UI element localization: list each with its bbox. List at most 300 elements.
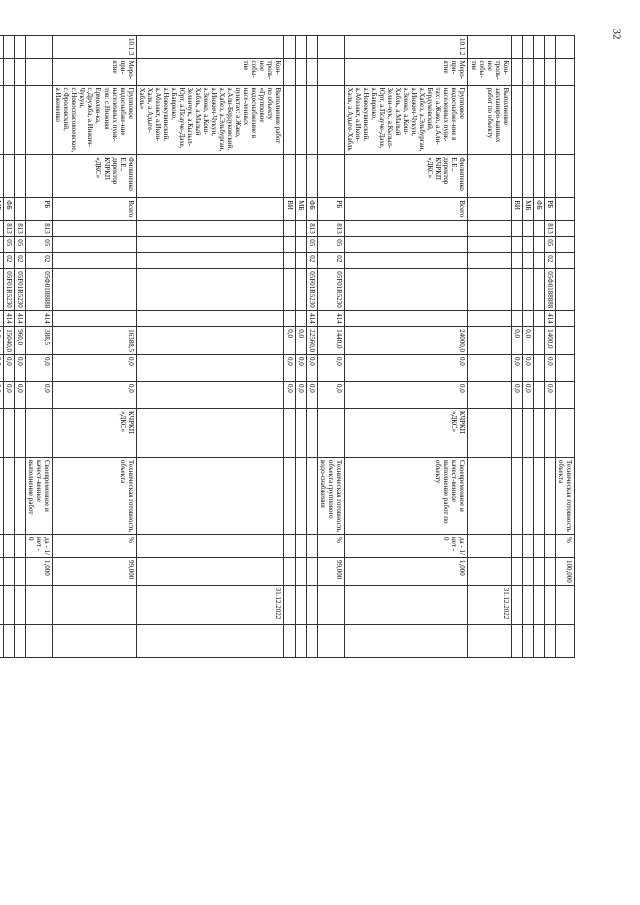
code-csr-cell bbox=[555, 269, 574, 311]
code-pr-cell bbox=[284, 253, 295, 269]
code-csr-cell: 05F01R5230 bbox=[317, 269, 344, 311]
deadline-cell: 31.12.2022 bbox=[136, 585, 284, 624]
row-number-cell bbox=[522, 36, 533, 59]
responsible-cell: Филипенко Е.Е., директор КЧРКП «ДКС» bbox=[344, 155, 468, 198]
amount-2023-cell: 0,0 bbox=[317, 355, 344, 382]
table-row bbox=[533, 36, 544, 658]
blank-col-cell bbox=[284, 624, 295, 657]
event-kind-cell bbox=[555, 58, 574, 85]
blank-col-cell bbox=[555, 624, 574, 657]
activity-name-cell bbox=[0, 85, 3, 155]
executor-cell bbox=[3, 409, 14, 458]
event-kind-cell bbox=[511, 58, 522, 85]
amount-2023-cell bbox=[555, 355, 574, 382]
row-number-cell bbox=[26, 36, 53, 59]
row-number-cell bbox=[15, 36, 26, 59]
table-row bbox=[295, 36, 306, 658]
code-rz-cell: 05 bbox=[15, 237, 26, 253]
code-pr-cell: 02 bbox=[3, 253, 14, 269]
responsible-cell bbox=[306, 155, 317, 198]
code-csr-cell: 05F01R5230 bbox=[15, 269, 26, 311]
row-number-cell bbox=[511, 36, 522, 59]
row-number-cell bbox=[317, 36, 344, 59]
deadline-cell bbox=[53, 585, 136, 624]
event-kind-cell bbox=[284, 58, 295, 85]
amount-2023-cell: 0,0 bbox=[344, 355, 468, 382]
deadline-cell bbox=[511, 585, 522, 624]
blank-col-cell bbox=[317, 624, 344, 657]
code-vr-cell: 414 bbox=[544, 311, 555, 327]
amount-2023-cell: 0,0 bbox=[53, 355, 136, 382]
blank-col-cell bbox=[544, 624, 555, 657]
code-gr-cell: 813 bbox=[306, 221, 317, 237]
row-number-cell bbox=[306, 36, 317, 59]
indicator-cell bbox=[3, 458, 14, 535]
event-kind-cell bbox=[26, 58, 53, 85]
code-rz-cell bbox=[344, 237, 468, 253]
amount-2023-cell: 0,0 bbox=[544, 355, 555, 382]
code-vr-cell bbox=[284, 311, 295, 327]
unit-cell: % bbox=[317, 535, 344, 558]
page-number: 32 bbox=[610, 28, 623, 40]
unit-cell bbox=[511, 535, 522, 558]
code-rz-cell bbox=[136, 237, 284, 253]
event-kind-cell: Меро-при-ятие bbox=[53, 58, 136, 85]
row-number-cell bbox=[468, 36, 511, 59]
blank-col-cell bbox=[0, 624, 3, 657]
code-vr-cell bbox=[533, 311, 544, 327]
responsible-cell bbox=[26, 155, 53, 198]
amount-2022-cell: 15040,0 bbox=[3, 327, 14, 355]
row-number-cell: 10.1.3 bbox=[53, 36, 136, 59]
responsible-cell bbox=[511, 155, 522, 198]
amount-2023-cell: 0,0 bbox=[284, 355, 295, 382]
unit-cell bbox=[15, 535, 26, 558]
code-vr-cell: 414 bbox=[15, 311, 26, 327]
indicator-cell bbox=[533, 458, 544, 535]
code-vr-cell: 414 bbox=[306, 311, 317, 327]
amount-2024-cell: 0,0 bbox=[344, 382, 468, 409]
code-csr-cell bbox=[522, 269, 533, 311]
code-pr-cell bbox=[511, 253, 522, 269]
unit-cell bbox=[468, 535, 511, 558]
amount-2024-cell: 0,0 bbox=[284, 382, 295, 409]
event-kind-cell bbox=[295, 58, 306, 85]
code-pr-cell bbox=[0, 253, 3, 269]
indicator-cell bbox=[136, 458, 284, 535]
code-csr-cell: 05F01R5230 bbox=[306, 269, 317, 311]
amount-2022-cell: 0,0 bbox=[295, 327, 306, 355]
amount-2023-cell: 0,0 bbox=[295, 355, 306, 382]
amount-2023-cell bbox=[136, 355, 284, 382]
funding-source-cell: ФБ bbox=[533, 198, 544, 221]
unit-cell bbox=[136, 535, 284, 558]
executor-cell bbox=[555, 409, 574, 458]
code-gr-cell bbox=[284, 221, 295, 237]
funding-source-cell bbox=[555, 198, 574, 221]
funding-source-cell bbox=[0, 198, 3, 221]
unit-cell bbox=[295, 535, 306, 558]
code-pr-cell bbox=[136, 253, 284, 269]
amount-2024-cell bbox=[555, 382, 574, 409]
responsible-cell bbox=[317, 155, 344, 198]
event-kind-cell bbox=[306, 58, 317, 85]
code-rz-cell: 05 bbox=[306, 237, 317, 253]
blank-col-cell bbox=[15, 624, 26, 657]
code-vr-cell bbox=[295, 311, 306, 327]
code-gr-cell bbox=[295, 221, 306, 237]
responsible-cell bbox=[468, 155, 511, 198]
amount-2022-cell: 960,0 bbox=[15, 327, 26, 355]
deadline-cell bbox=[3, 585, 14, 624]
amount-2022-cell bbox=[0, 327, 3, 355]
indicator-value-cell: 100,000 bbox=[555, 558, 574, 586]
amount-2022-cell: 1400,0 bbox=[544, 327, 555, 355]
indicator-cell: Техническая готовность объекта bbox=[555, 458, 574, 535]
code-rz-cell bbox=[0, 237, 3, 253]
responsible-cell bbox=[136, 155, 284, 198]
indicator-cell bbox=[306, 458, 317, 535]
executor-cell bbox=[26, 409, 53, 458]
indicator-value-cell bbox=[136, 558, 284, 586]
executor-cell bbox=[533, 409, 544, 458]
code-vr-cell: 414 bbox=[3, 311, 14, 327]
table-row bbox=[511, 36, 522, 658]
amount-2022-cell bbox=[136, 327, 284, 355]
indicator-value-cell bbox=[295, 558, 306, 586]
code-rz-cell bbox=[468, 237, 511, 253]
table-row bbox=[136, 36, 284, 658]
amount-2023-cell: 0,0 bbox=[511, 355, 522, 382]
code-gr-cell bbox=[522, 221, 533, 237]
code-gr-cell bbox=[53, 221, 136, 237]
indicator-cell bbox=[284, 458, 295, 535]
responsible-cell bbox=[555, 155, 574, 198]
executor-cell bbox=[522, 409, 533, 458]
activity-name-cell bbox=[306, 85, 317, 155]
indicator-value-cell bbox=[544, 558, 555, 586]
deadline-cell bbox=[295, 585, 306, 624]
activity-name-cell bbox=[533, 85, 544, 155]
amount-2023-cell: 0,0 bbox=[522, 355, 533, 382]
blank-col-cell bbox=[3, 624, 14, 657]
table-row bbox=[555, 36, 574, 658]
amount-2022-cell: 0,0 bbox=[284, 327, 295, 355]
indicator-value-cell bbox=[522, 558, 533, 586]
executor-cell bbox=[317, 409, 344, 458]
code-vr-cell bbox=[53, 311, 136, 327]
unit-cell: да - 1/ нет - 0 bbox=[26, 535, 53, 558]
responsible-cell: Филипенко Е.Е., директор КЧРКП «ДКС» bbox=[53, 155, 136, 198]
blank-col-cell bbox=[53, 624, 136, 657]
unit-cell bbox=[522, 535, 533, 558]
funding-source-cell: ФБ bbox=[306, 198, 317, 221]
indicator-value-cell bbox=[0, 558, 3, 586]
deadline-cell bbox=[555, 585, 574, 624]
indicator-value-cell bbox=[511, 558, 522, 586]
code-gr-cell: 813 bbox=[317, 221, 344, 237]
code-pr-cell: 02 bbox=[317, 253, 344, 269]
event-kind-cell: Кон-троль-ное собы-тие bbox=[468, 58, 511, 85]
funding-source-cell: Всего bbox=[53, 198, 136, 221]
indicator-cell: Техническая готовность объекта bbox=[53, 458, 136, 535]
code-csr-cell bbox=[468, 269, 511, 311]
table-row bbox=[284, 36, 295, 658]
indicator-cell bbox=[15, 458, 26, 535]
amount-2024-cell: 0,0 bbox=[26, 382, 53, 409]
code-vr-cell: 414 bbox=[26, 311, 53, 327]
code-csr-cell: 05F01R5230 bbox=[3, 269, 14, 311]
indicator-value-cell bbox=[533, 558, 544, 586]
code-rz-cell bbox=[522, 237, 533, 253]
table-row bbox=[3, 36, 14, 658]
blank-col-cell bbox=[136, 624, 284, 657]
code-vr-cell bbox=[555, 311, 574, 327]
code-rz-cell: 05 bbox=[26, 237, 53, 253]
table-row bbox=[306, 36, 317, 658]
funding-source-cell: МБ bbox=[522, 198, 533, 221]
indicator-value-cell bbox=[306, 558, 317, 586]
code-csr-cell bbox=[533, 269, 544, 311]
event-kind-cell bbox=[317, 58, 344, 85]
table-row bbox=[15, 36, 26, 658]
indicator-value-cell: 1,000 bbox=[344, 558, 468, 586]
code-rz-cell: 05 bbox=[317, 237, 344, 253]
code-rz-cell bbox=[53, 237, 136, 253]
row-number-cell bbox=[544, 36, 555, 59]
funding-source-cell: МБ bbox=[295, 198, 306, 221]
code-pr-cell bbox=[344, 253, 468, 269]
code-csr-cell bbox=[295, 269, 306, 311]
unit-cell bbox=[3, 535, 14, 558]
event-kind-cell: Кон-троль-ное собы-тие bbox=[136, 58, 284, 85]
indicator-cell bbox=[544, 458, 555, 535]
table-row bbox=[522, 36, 533, 658]
executor-cell bbox=[15, 409, 26, 458]
row-number-cell bbox=[136, 36, 284, 59]
amount-2022-cell bbox=[468, 327, 511, 355]
code-vr-cell bbox=[0, 311, 3, 327]
blank-col-cell bbox=[511, 624, 522, 657]
amount-2022-cell bbox=[555, 327, 574, 355]
deadline-cell bbox=[0, 585, 3, 624]
code-vr-cell bbox=[511, 311, 522, 327]
code-gr-cell bbox=[533, 221, 544, 237]
amount-2022-cell: 16388,5 bbox=[53, 327, 136, 355]
unit-cell: % bbox=[555, 535, 574, 558]
blank-col-cell bbox=[26, 624, 53, 657]
code-pr-cell bbox=[533, 253, 544, 269]
unit-cell bbox=[544, 535, 555, 558]
responsible-cell bbox=[295, 155, 306, 198]
executor-cell bbox=[0, 409, 3, 458]
code-gr-cell bbox=[468, 221, 511, 237]
executor-cell bbox=[284, 409, 295, 458]
code-pr-cell: 02 bbox=[306, 253, 317, 269]
code-rz-cell bbox=[533, 237, 544, 253]
code-pr-cell bbox=[295, 253, 306, 269]
executor-cell bbox=[306, 409, 317, 458]
code-gr-cell bbox=[555, 221, 574, 237]
unit-cell: да - 1/ нет - 0 bbox=[344, 535, 468, 558]
activity-name-cell bbox=[511, 85, 522, 155]
unit-cell bbox=[284, 535, 295, 558]
event-kind-cell: Меро-при-ятие bbox=[344, 58, 468, 85]
responsible-cell bbox=[15, 155, 26, 198]
blank-col-cell bbox=[344, 624, 468, 657]
indicator-value-cell: 99,000 bbox=[317, 558, 344, 586]
code-pr-cell: 02 bbox=[15, 253, 26, 269]
code-vr-cell bbox=[522, 311, 533, 327]
executor-cell bbox=[136, 409, 284, 458]
amount-2024-cell: 0,0 bbox=[522, 382, 533, 409]
indicator-value-cell bbox=[284, 558, 295, 586]
code-pr-cell bbox=[555, 253, 574, 269]
code-gr-cell: 813 bbox=[26, 221, 53, 237]
amount-2023-cell bbox=[0, 355, 3, 382]
amount-2024-cell: 0,0 bbox=[15, 382, 26, 409]
code-rz-cell bbox=[284, 237, 295, 253]
amount-2023-cell: 0,0 bbox=[306, 355, 317, 382]
row-number-cell bbox=[533, 36, 544, 59]
unit-cell bbox=[306, 535, 317, 558]
row-number-cell bbox=[3, 36, 14, 59]
event-kind-cell bbox=[0, 58, 3, 85]
activity-name-cell: Групповое водоснабже-ние населенных пунк-тов: с.Нижняя Ермолов-ка, с.Дружба, а.Инжич-Чукун, с.Новоспасовоевское, с.Фроловский, а.Ижевенко bbox=[53, 85, 136, 155]
event-kind-cell bbox=[15, 58, 26, 85]
table-row bbox=[544, 36, 555, 658]
indicator-value-cell: 99,000 bbox=[53, 558, 136, 586]
code-rz-cell bbox=[511, 237, 522, 253]
activity-name-cell bbox=[26, 85, 53, 155]
activity-name-cell: Выполнение запланиро-ванных работ по объекту bbox=[468, 85, 511, 155]
indicator-cell bbox=[522, 458, 533, 535]
deadline-cell bbox=[344, 585, 468, 624]
amount-2023-cell: 0,0 bbox=[26, 355, 53, 382]
amount-2024-cell: 0,0 bbox=[306, 382, 317, 409]
code-gr-cell bbox=[344, 221, 468, 237]
indicator-value-cell bbox=[468, 558, 511, 586]
responsible-cell bbox=[544, 155, 555, 198]
code-csr-cell bbox=[53, 269, 136, 311]
executor-cell: КЧРКП «ДКС» bbox=[53, 409, 136, 458]
table-row bbox=[0, 36, 3, 658]
code-vr-cell bbox=[136, 311, 284, 327]
code-gr-cell: 813 bbox=[15, 221, 26, 237]
blank-col-cell bbox=[533, 624, 544, 657]
activity-name-cell bbox=[555, 85, 574, 155]
deadline-cell bbox=[15, 585, 26, 624]
indicator-value-cell bbox=[15, 558, 26, 586]
row-number-cell: 10.1.2 bbox=[344, 36, 468, 59]
event-kind-cell bbox=[544, 58, 555, 85]
funding-source-cell bbox=[468, 198, 511, 221]
activity-name-cell bbox=[295, 85, 306, 155]
blank-col-cell bbox=[306, 624, 317, 657]
indicator-cell bbox=[468, 458, 511, 535]
responsible-cell bbox=[3, 155, 14, 198]
funding-source-cell: ФБ bbox=[3, 198, 14, 221]
executor-cell bbox=[511, 409, 522, 458]
amount-2024-cell bbox=[533, 382, 544, 409]
responsible-cell bbox=[284, 155, 295, 198]
funding-source-cell bbox=[15, 198, 26, 221]
amount-2023-cell bbox=[533, 355, 544, 382]
unit-cell bbox=[0, 535, 3, 558]
deadline-cell bbox=[544, 585, 555, 624]
code-pr-cell bbox=[53, 253, 136, 269]
funding-source-cell bbox=[136, 198, 284, 221]
code-csr-cell: 05Ф0188888 bbox=[544, 269, 555, 311]
amount-2023-cell bbox=[468, 355, 511, 382]
amount-2024-cell bbox=[136, 382, 284, 409]
code-pr-cell: 02 bbox=[544, 253, 555, 269]
code-gr-cell bbox=[0, 221, 3, 237]
funding-source-cell: РБ bbox=[317, 198, 344, 221]
unit-cell bbox=[533, 535, 544, 558]
funding-source-cell: Всего bbox=[344, 198, 468, 221]
activity-name-cell bbox=[3, 85, 14, 155]
blank-col-cell bbox=[522, 624, 533, 657]
activity-name-cell: Групповое водоснабже-ние в населенных пунк-тах: а.Жако, а.Али-Бердуковский, а.Хабез, а.Эльбурган, а.Инжич-Чукун, а.Зеюко, а.Кош-Хабль, а.Малый Зелен-чук, а.Кызыл-Юрт, а.Псауче-Дахе, а.Баврюко, а.Новокувинский, а.Абазакт, а.Икон-Халк, а.Адыге-Хабль bbox=[344, 85, 468, 155]
code-gr-cell bbox=[511, 221, 522, 237]
event-kind-cell bbox=[3, 58, 14, 85]
responsible-cell bbox=[0, 155, 3, 198]
code-rz-cell bbox=[555, 237, 574, 253]
deadline-cell bbox=[284, 585, 295, 624]
executor-cell bbox=[544, 409, 555, 458]
code-csr-cell bbox=[344, 269, 468, 311]
code-gr-cell: 813 bbox=[544, 221, 555, 237]
code-pr-cell: 02 bbox=[26, 253, 53, 269]
deadline-cell bbox=[317, 585, 344, 624]
amount-2024-cell: 0,0 bbox=[511, 382, 522, 409]
funding-source-cell: РБ bbox=[26, 198, 53, 221]
row-number-cell bbox=[0, 36, 3, 59]
code-vr-cell bbox=[344, 311, 468, 327]
row-number-cell bbox=[284, 36, 295, 59]
funding-source-cell: ВИ bbox=[511, 198, 522, 221]
code-csr-cell bbox=[136, 269, 284, 311]
table-row bbox=[468, 36, 511, 658]
code-rz-cell: 05 bbox=[544, 237, 555, 253]
executor-cell bbox=[295, 409, 306, 458]
responsible-cell bbox=[533, 155, 544, 198]
deadline-cell: 31.12.2022 bbox=[468, 585, 511, 624]
table-row bbox=[53, 36, 136, 658]
amount-2022-cell: 0,0 bbox=[511, 327, 522, 355]
amount-2024-cell: 0,0 bbox=[3, 382, 14, 409]
deadline-cell bbox=[533, 585, 544, 624]
amount-2022-cell: 24000,0 bbox=[344, 327, 468, 355]
amount-2023-cell: 0,0 bbox=[3, 355, 14, 382]
activity-name-cell bbox=[284, 85, 295, 155]
amount-2024-cell: 0,0 bbox=[544, 382, 555, 409]
amount-2024-cell: 0,0 bbox=[317, 382, 344, 409]
executor-cell bbox=[468, 409, 511, 458]
activity-name-cell bbox=[544, 85, 555, 155]
code-rz-cell: 05 bbox=[3, 237, 14, 253]
indicator-cell bbox=[295, 458, 306, 535]
activity-name-cell: Выполнение работ по объекту «Групповое водоснабжение в насе-ленных пунктах: а.Жако, а.Али-Бердуковский, а.Хабез, а.Эльбурган, а.Инжич-Чукун, а.Зеюко, а.Кош-Хабль, а.Малый Зеленчук, а.Кызыл-Юрт, а.Псауче-Дахе, а.Баврюко, а.Новокувинский, а.Абазакт, а.Икон-Халк, а.Адыге-Хабль» bbox=[136, 85, 284, 155]
code-pr-cell bbox=[522, 253, 533, 269]
amount-2024-cell: 0,0 bbox=[295, 382, 306, 409]
code-pr-cell bbox=[468, 253, 511, 269]
activity-name-cell bbox=[15, 85, 26, 155]
table-row bbox=[26, 36, 53, 658]
amount-2024-cell: 0,0 bbox=[53, 382, 136, 409]
row-number-cell bbox=[295, 36, 306, 59]
